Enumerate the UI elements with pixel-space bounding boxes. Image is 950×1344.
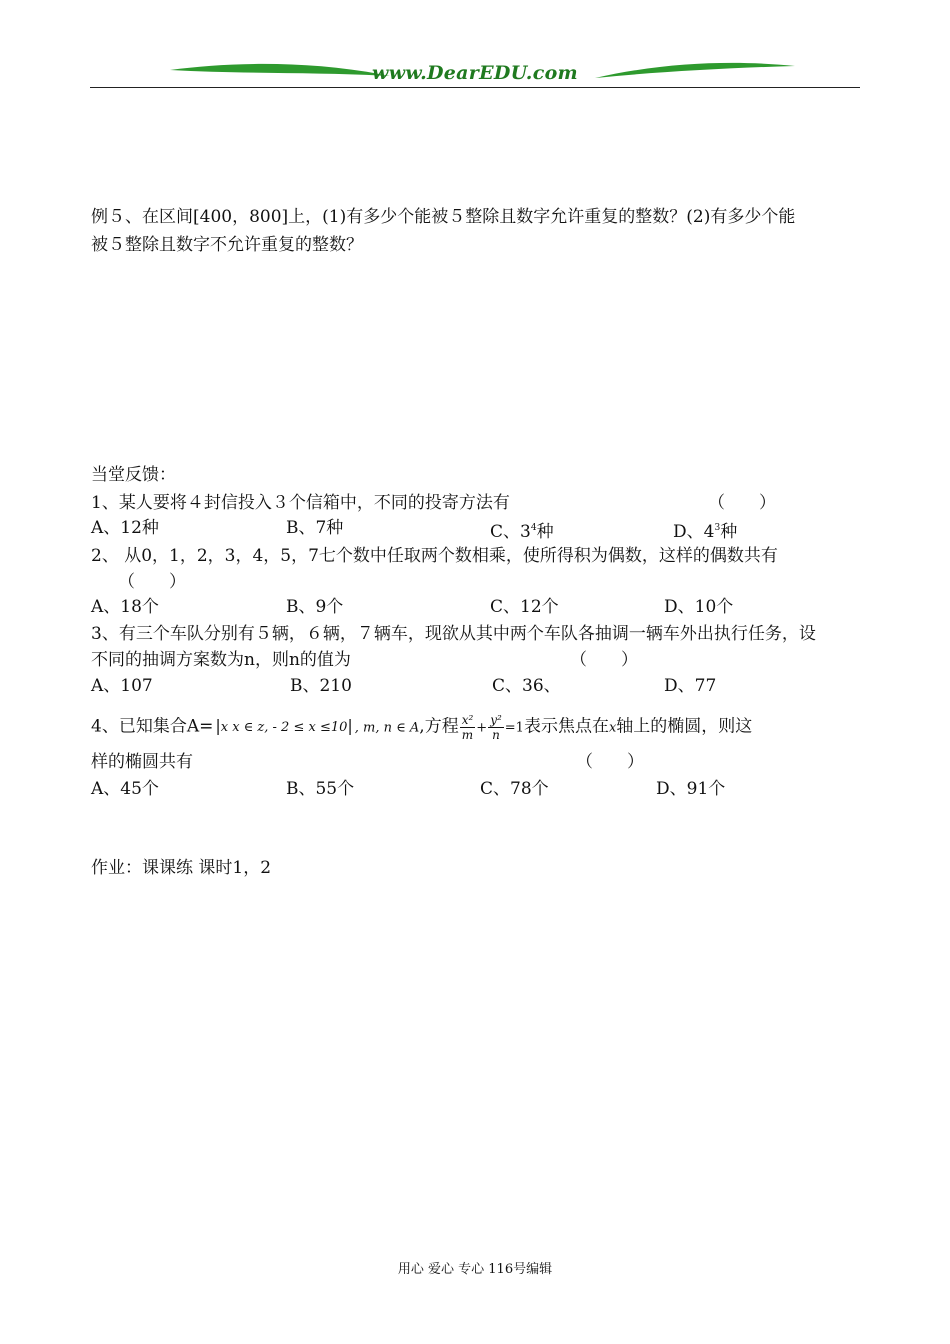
q3-answer-paren: （ ） [570, 650, 638, 670]
page-footer: 用心 爱心 专心 116号编辑 [397, 1262, 553, 1277]
example5-line1: 例５、在区间[400，800]上，(1)有多少个能被５整除且数字允许重复的整数？(2)有多少个能 [91, 207, 796, 227]
q3-option-b: B、210 [290, 676, 352, 696]
page-header [90, 58, 860, 90]
q2-answer-paren: （ ） [118, 572, 186, 592]
q1-option-b: B、7种 [286, 518, 344, 538]
q3-option-c: C、36、 [492, 676, 561, 696]
q2-option-d: D、10个 [664, 597, 734, 617]
q4-option-b: B、55个 [286, 779, 355, 799]
fraction-y2-over-n: $\frac{\text{y²}}{n}$ [490, 712, 502, 742]
q1-stem: 1、某人要将４封信投入３个信箱中，不同的投寄方法有 [91, 493, 510, 513]
q1-answer-paren: （ ） [708, 493, 776, 513]
feedback-title: 当堂反馈： [91, 465, 176, 485]
homework-note: 作业：课课练 课时1，2 [91, 858, 272, 878]
q3-stem-line1: 3、有三个车队分别有５辆，６辆，７辆车，现欲从其中两个车队各抽调一辆车外出执行任务，设 [91, 624, 816, 644]
q1-option-a: A、12种 [91, 518, 159, 538]
example5-line2: 被５整除且数字不允许重复的整数？ [91, 235, 363, 255]
q2-option-b: B、9个 [286, 597, 344, 617]
q4-option-a: A、45个 [91, 779, 159, 799]
site-logo-text: www.DearEDU.com [372, 62, 578, 84]
q2-option-c: C、12个 [490, 597, 559, 617]
q1-option-c: C、$3^4$种 [490, 522, 554, 542]
q1-option-d: D、$4^3$种 [673, 522, 738, 542]
q2-stem: 2、 从0，1，2，3，4，5，7七个数中任取两个数相乘，使所得积为偶数，这样的偶数共有 [91, 546, 778, 566]
q3-stem-line2: 不同的抽调方案数为n，则n的值为 [91, 650, 351, 670]
q3-option-a: A、107 [91, 676, 153, 696]
q4-answer-paren: （ ） [576, 752, 644, 772]
q4-stem-line2: 样的椭圆共有 [91, 752, 193, 772]
q4-option-d: D、91个 [656, 779, 726, 799]
q2-option-a: A、18个 [91, 597, 159, 617]
fraction-x2-over-m: $\frac{\text{x²}}{m}$ [461, 712, 474, 742]
q4-option-c: C、78个 [480, 779, 549, 799]
set-notation: |x x ∈ z, - 2 ≤ x ≤10| [215, 716, 353, 735]
q4-stem-line1: 4、已知集合A= |x x ∈ z, - 2 ≤ x ≤10| , m, n ∈ A,方程 $\frac{\text{x²}}{m}$ + $\frac{\text{y²}}{n}$ =1表示焦点在x轴上的椭圆，则这 [91, 712, 753, 742]
header-rule [90, 87, 860, 88]
q3-option-d: D、77 [664, 676, 717, 696]
